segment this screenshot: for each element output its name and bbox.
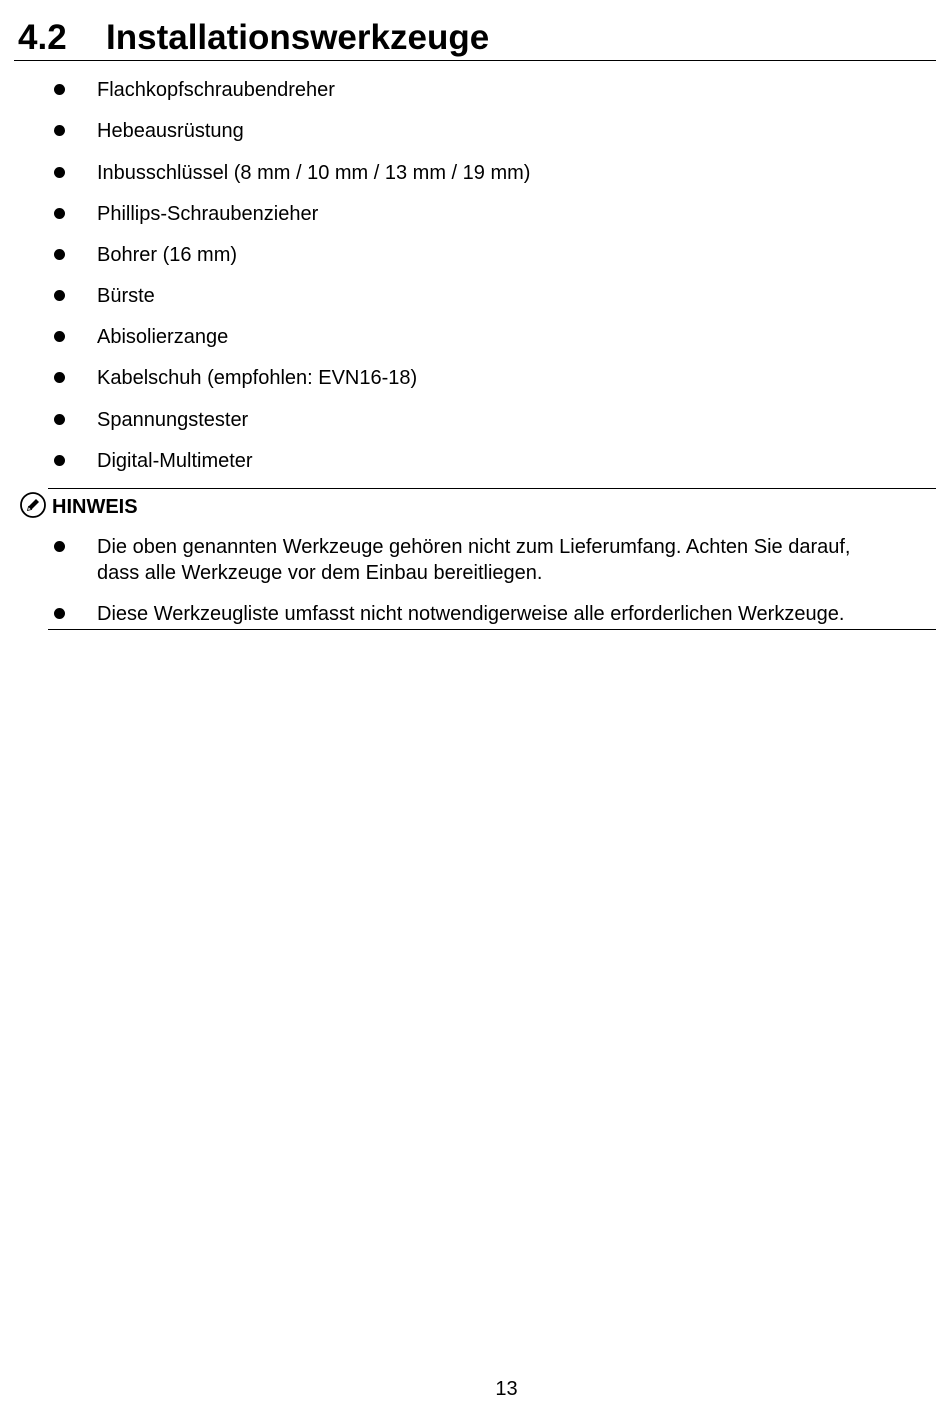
- bullet-icon: [54, 331, 65, 342]
- list-item: Bohrer (16 mm): [97, 244, 238, 266]
- note-top-rule: [48, 488, 936, 489]
- list-item: Digital-Multimeter: [97, 450, 253, 472]
- pencil-note-icon: [19, 491, 47, 524]
- bullet-icon: [54, 125, 65, 136]
- section-heading: [18, 14, 489, 62]
- list-item: Spannungstester: [97, 409, 249, 431]
- list-item: Phillips-Schraubenzieher: [97, 203, 319, 225]
- bullet-icon: [54, 608, 65, 619]
- bullet-icon: [54, 372, 65, 383]
- note-item-line: Die oben genannten Werkzeuge gehören nicht zum Lieferumfang. Achten Sie darauf,: [97, 536, 851, 558]
- note-bottom-rule: [48, 629, 936, 630]
- heading-rule: [14, 60, 936, 61]
- list-item: Flachkopfschraubendreher: [97, 79, 335, 101]
- list-item: Kabelschuh (empfohlen: EVN16-18): [97, 367, 418, 389]
- bullet-icon: [54, 414, 65, 425]
- bullet-icon: [54, 541, 65, 552]
- bullet-icon: [54, 167, 65, 178]
- bullet-icon: [54, 84, 65, 95]
- bullet-icon: [54, 208, 65, 219]
- note-header: [19, 492, 138, 522]
- list-item: Hebeausrüstung: [97, 120, 244, 142]
- section-title: Installationswerkzeuge: [106, 18, 490, 57]
- bullet-icon: [54, 249, 65, 260]
- section-number: 4.2: [18, 18, 67, 57]
- list-item: Abisolierzange: [97, 326, 229, 348]
- note-item-line: dass alle Werkzeuge vor dem Einbau bereitliegen.: [97, 562, 543, 584]
- page-number: 13: [495, 1378, 518, 1400]
- bullet-icon: [54, 455, 65, 466]
- bullet-icon: [54, 290, 65, 301]
- note-item-line: Diese Werkzeugliste umfasst nicht notwendigerweise alle erforderlichen Werkzeuge.: [97, 603, 845, 625]
- note-title: HINWEIS: [52, 496, 138, 518]
- list-item: Bürste: [97, 285, 155, 307]
- list-item: Inbusschlüssel (8 mm / 10 mm / 13 mm / 19 mm): [97, 162, 531, 184]
